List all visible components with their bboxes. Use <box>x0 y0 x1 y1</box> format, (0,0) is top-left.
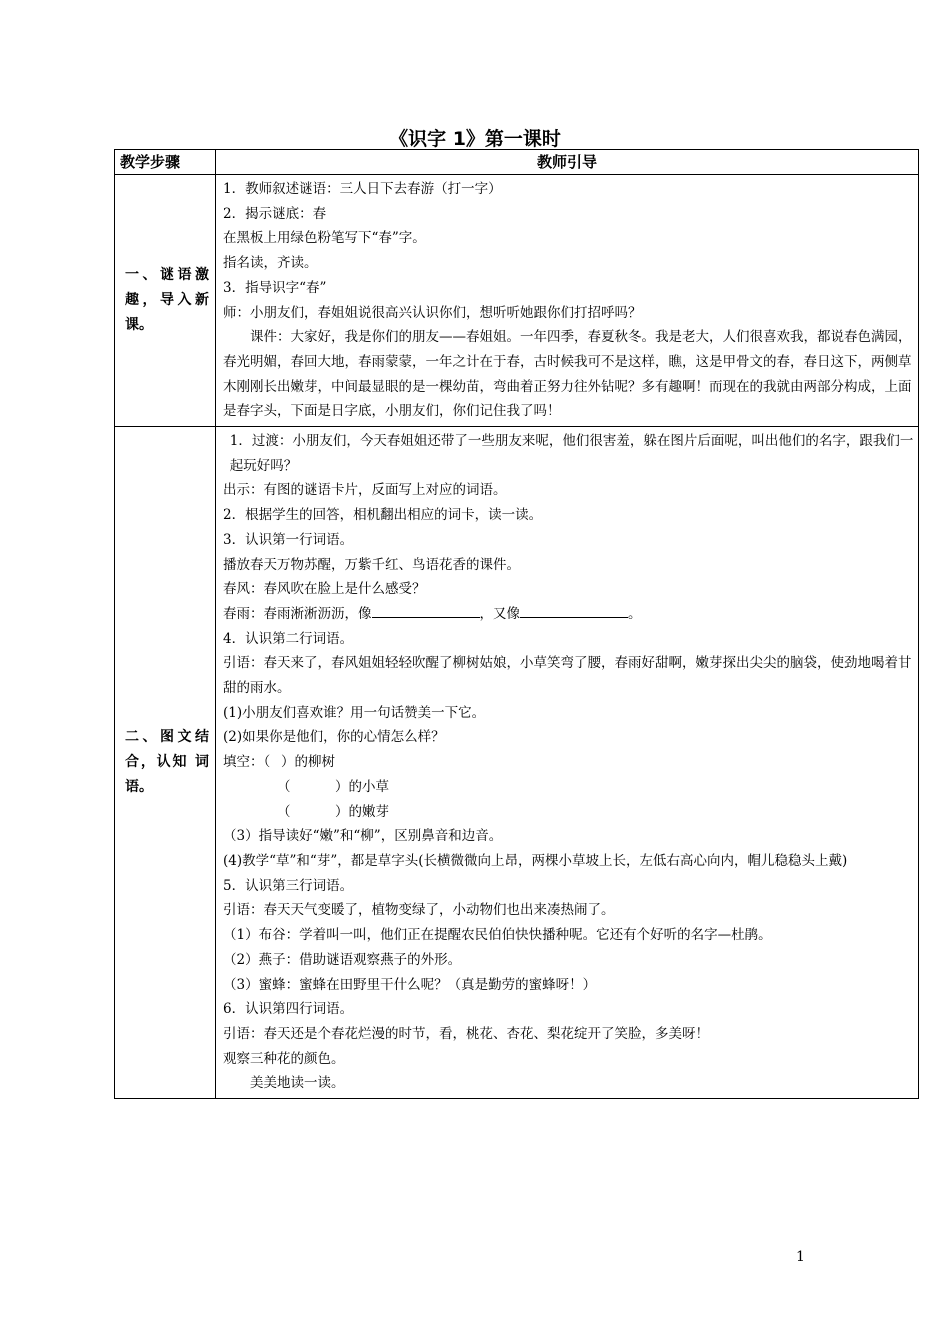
text-line <box>223 775 914 800</box>
page-number: 1 <box>796 1249 805 1265</box>
text-fragment: （ <box>277 803 291 820</box>
text-paragraph: 引语：春天来了，春风姐姐轻轻吹醒了柳树姑娘，小草笑弯了腰，春雨好甜啊，嫩芽探出尖尖的脑袋，使劲地喝着甘甜的雨水。 <box>223 655 912 697</box>
step-label: 二、图文结合，认知 词语。 <box>115 427 216 1099</box>
text-line: 春风：春风吹在脸上是什么感受？ <box>223 581 426 598</box>
text-fragment: （ <box>277 778 291 795</box>
text-line: 引语：春天还是个春花烂漫的时节，看，桃花、杏花、梨花绽开了笑脸，多美呀！ <box>223 1025 709 1042</box>
text-fragment: ）的小草 <box>335 778 389 795</box>
guide-cell <box>216 427 919 1099</box>
header-step: 教学步骤 <box>115 150 216 175</box>
text-paragraph: (4)教学“草”和“芽”，都是草字头(长横微微向上昂，两棵小草坡上长，左低右高心向内，帽儿稳稳头上戴) <box>223 852 848 869</box>
text-line: 5．认识第三行词语。 <box>223 877 354 894</box>
text-line: 2．根据学生的回答，相机翻出相应的词卡，读一读。 <box>223 507 543 524</box>
text-line: 播放春天万物苏醒，万紫千红、鸟语花香的课件。 <box>223 556 520 573</box>
fill-blank <box>520 603 628 618</box>
text-fragment: 填空：（ <box>223 754 271 771</box>
text-line: 6．认识第四行词语。 <box>223 1001 354 1018</box>
text-line: 出示：有图的谜语卡片，反面写上对应的词语。 <box>223 482 507 499</box>
text-line: （3）蜜蜂：蜜蜂在田野里干什么呢？（真是勤劳的蜜蜂呀！） <box>223 976 597 993</box>
text-line: 3．认识第一行词语。 <box>223 531 354 548</box>
guide-cell <box>216 175 919 427</box>
page-title: 《识字 1》第一课时 <box>389 128 561 150</box>
text-line: （1）布谷：学着叫一叫，他们正在提醒农民伯伯快快播种呢。它还有个好听的名字—杜鹃。 <box>223 927 772 944</box>
text-line: 指名读，齐读。 <box>223 255 318 272</box>
text-line <box>223 800 914 825</box>
header-guide: 教师引导 <box>216 150 919 175</box>
step-label: 一、谜语激趣，导入新课。 <box>115 175 216 427</box>
text-fragment: ，又像 <box>479 605 520 622</box>
lesson-table <box>114 149 919 1099</box>
text-line: 美美地读一读。 <box>250 1075 345 1092</box>
table-row <box>115 427 919 1099</box>
text-line: (2)如果你是他们，你的心情怎么样？ <box>223 729 445 746</box>
text-line: 3．指导识字“春” <box>223 279 327 296</box>
text-line: 引语：春天天气变暖了，植物变绿了，小动物们也出来凑热闹了。 <box>223 902 615 919</box>
text-line <box>223 750 914 775</box>
text-line: （2）燕子：借助谜语观察燕子的外形。 <box>223 951 462 968</box>
text-line: 2．揭示谜底：春 <box>223 205 327 222</box>
table-header-row <box>115 150 919 175</box>
text-fragment: 。 <box>628 605 642 622</box>
text-paragraph: 课件：大家好，我是你们的朋友——春姐姐。一年四季，春夏秋冬。我是老大，人们很喜欢我，都说春色满园，春光明媚，春回大地，春雨蒙蒙，一年之计在于春，古时候我可不是这样，瞧，这是甲骨文的春，春日这下，两侧草木刚刚长出嫩芽，中间最显眼的是一棵幼苗，弯曲着正努力往外钻呢？多有趣啊！而现在的我就由两部分构成，上面是春字头，下面是日字底，小朋友们，你们记住我了吗！ <box>223 329 912 420</box>
text-line: 4．认识第二行词语。 <box>223 630 354 647</box>
text-paragraph: 1．过渡：小朋友们，今天春姐姐还带了一些朋友来呢，他们很害羞，躲在图片后面呢，叫出他们的名字，跟我们一起玩好吗？ <box>229 433 914 474</box>
text-fragment: 春雨：春雨淅淅沥沥，像 <box>223 605 372 622</box>
table-row <box>115 175 919 427</box>
text-line: （3）指导读好“嫩”和“柳”，区别鼻音和边音。 <box>223 828 503 845</box>
text-line <box>223 602 914 627</box>
fill-blank <box>372 603 480 618</box>
text-fragment: ）的柳树 <box>281 754 335 771</box>
text-line: 在黑板上用绿色粉笔写下“春”字。 <box>223 230 426 247</box>
text-line: 1．教师叙述谜语：三人日下去春游（打一字） <box>223 181 502 197</box>
text-line: 观察三种花的颜色。 <box>223 1050 345 1067</box>
text-line: (1)小朋友们喜欢谁？用一句话赞美一下它。 <box>223 704 486 721</box>
text-line: 师：小朋友们，春姐姐说很高兴认识你们，想听听她跟你们打招呼吗？ <box>223 304 642 321</box>
text-fragment: ）的嫩芽 <box>335 803 389 820</box>
